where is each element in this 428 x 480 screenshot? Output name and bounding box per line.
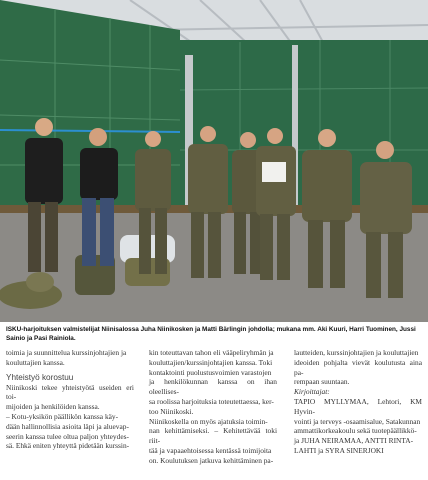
paragraph-line: tää ja vapaaehtoisessa kentässä toimijoita — [149, 445, 272, 455]
paragraph-line: seerin kanssa tulee oltua paljon yhteydes- — [6, 431, 129, 441]
paragraph-line: sa roolissa harjoituksia toteutettaessa, ker- — [149, 396, 274, 406]
author-line: vointi ja terveys -osaamisalue, Satakunnan — [294, 416, 421, 426]
paragraph-line: toimia ja suunnittelua kurssinjohtajien ja — [6, 348, 127, 357]
paragraph-line: ja henkilökunnan kanssa on ihan oleellises- — [149, 377, 277, 397]
author-line: TAPIO MYLLYMAA, Lehtori, KM Hyvin- — [294, 396, 422, 416]
photo-caption: ISKU-harjoituksen valmistelijat Niinisalossa Juha Niinikosken ja Matti Bärlingin johdolla; mukana mm. Aki Kuuri, Harri Tuominen, Jussi Sainio ja Pasi Rainiola. — [6, 326, 416, 342]
paragraph-line: kin toteuttavan tahon eli vääpeliryhmän ja — [149, 348, 274, 357]
paragraph-line: ideoiden pohjalta vievät koulutusta aina pa- — [294, 357, 422, 377]
paragraph-line: nan kehittämiseksi. – Kehitettävää toki riit- — [149, 426, 277, 446]
section-heading: Yhteistyö korostuu — [6, 372, 74, 382]
paragraph-line: dään hallinnollisia asioita läpi ja aluevap- — [6, 421, 129, 431]
paragraph-line: kouluttajien/kurssinjohtajien kanssa. Toki — [149, 357, 273, 367]
paragraph-line: kouluttajien kanssa. — [6, 357, 65, 367]
paragraph-line: kontaktointi puolustusvoimien varastojen — [149, 367, 272, 377]
paragraph-line: too Niinikoski. — [149, 406, 194, 416]
paragraph-line: rempaan suuntaan. — [294, 377, 350, 387]
paragraph-line: lautteiden, kurssinjohtajien ja kouluttajien — [294, 348, 419, 357]
paragraph-line: Niinikoskella on myös ajatuksia toimin- — [149, 416, 268, 426]
author-line: ammattikorkeakoulu sekä tuotepäällikkö- — [294, 426, 417, 436]
column-2 — [149, 348, 277, 466]
paragraph-line: mijoiden ja henkilöiden kanssa. — [6, 402, 100, 412]
paragraph-line: on. Koulutuksen jatkuva kehittäminen pa- — [149, 455, 274, 465]
authors-heading: Kirjoittajat: — [294, 387, 330, 397]
article-body — [6, 348, 422, 478]
paragraph-line: sä. Ehkä eniten yhteyttä pidetään kurssin- — [6, 441, 130, 451]
column-1 — [6, 348, 134, 451]
column-3 — [294, 348, 422, 456]
author-line: LAHTI ja SYRA SINERJOKI — [294, 445, 384, 455]
author-line: ja JUHA NEIRAMAA, ANTTI RINTA- — [294, 436, 414, 446]
paragraph-line: – Kotu-yksikön päällikön kanssa käy- — [6, 411, 119, 421]
paragraph-line: Niinikoski tekee yhteistyötä useiden eri toi- — [6, 382, 134, 402]
